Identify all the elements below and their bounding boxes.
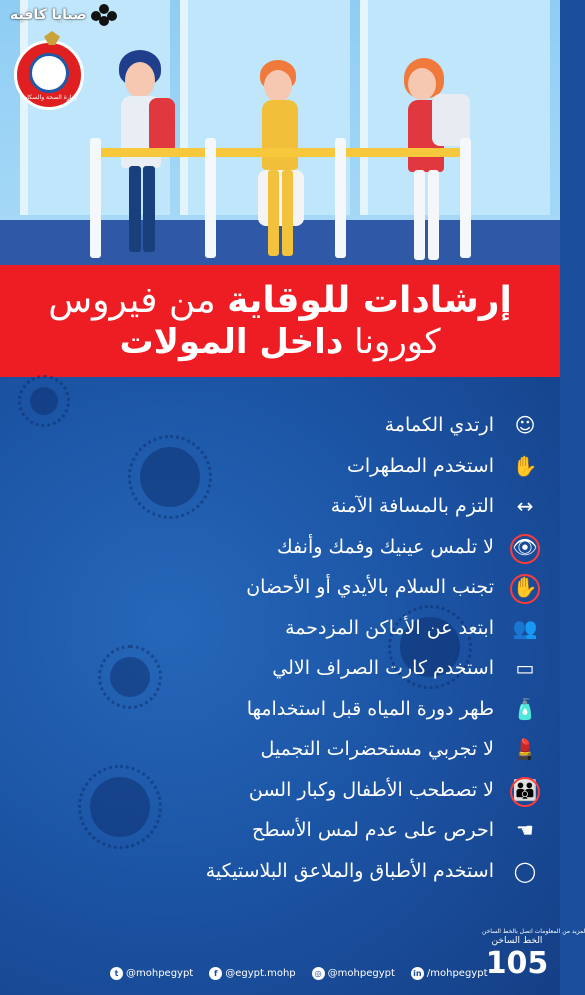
social-distance-icon: ↔ [516, 494, 534, 519]
guideline-text: ابتعد عن الأماكن المزدحمة [285, 616, 494, 639]
guideline-text: تجنب السلام بالأيدي أو الأحضان [246, 576, 494, 599]
woman-figure [250, 60, 320, 265]
ministry-seal-icon [14, 40, 84, 110]
guideline-item [122, 648, 542, 689]
social-link[interactable] [312, 967, 395, 980]
payment-card-icon: ▭ [515, 656, 535, 681]
rail-post [335, 138, 346, 258]
guideline-item [122, 608, 542, 649]
title-line-1-rest: من فيروس [48, 280, 216, 321]
hotline-number[interactable]: 105 [485, 946, 549, 981]
twitter-icon: t [110, 967, 123, 980]
social-link[interactable] [411, 967, 488, 980]
instagram-icon: ◎ [312, 967, 325, 980]
title-line-2-bold: داخل المولات [119, 322, 344, 362]
guideline-item [122, 851, 542, 892]
guideline-item [122, 810, 542, 851]
social-handle: /mohpegypt [426, 968, 488, 979]
guideline-text: ارتدي الكمامة [384, 414, 494, 437]
social-handle: @mohpegypt [327, 968, 395, 979]
guideline-item [122, 405, 542, 446]
plate-spoon-icon: ◯ [513, 858, 537, 883]
illustration-scene [0, 0, 560, 265]
title-line-2-plain: كورونا [354, 322, 441, 362]
rail-post [205, 138, 216, 258]
face-mask-icon: ☺ [514, 413, 536, 438]
facebook-icon: f [209, 967, 222, 980]
guideline-text: لا تجربي مستحضرات التجميل [260, 738, 494, 761]
flower-logo-icon [91, 4, 117, 26]
seal-caption: وزارة الصحة والسكان [22, 94, 78, 101]
title-line-1-bold: إرشادات للوقاية [227, 280, 512, 321]
guideline-item [122, 729, 542, 770]
no-touch-face-icon: 👁 [508, 532, 542, 562]
no-handshake-icon: ✋ [508, 572, 542, 602]
social-links [110, 967, 488, 980]
guideline-text: احرص على عدم لمس الأسطح [251, 819, 494, 842]
brand-logo [10, 4, 117, 26]
social-link[interactable] [209, 967, 295, 980]
guideline-text: التزم بالمسافة الآمنة [330, 495, 494, 518]
virus-decoration [30, 387, 58, 415]
title-line-1 [0, 279, 560, 323]
guideline-item [122, 486, 542, 527]
guideline-item [122, 527, 542, 568]
hotline-label: الخط الساخن [491, 936, 543, 946]
guideline-text: لا تلمس عينيك وفمك وأنفك [277, 535, 494, 558]
hotline-caption: لمزيد من المعلومات اتصل بالخط الساخن [482, 928, 585, 935]
guideline-text: استخدم الأطباق والملاعق البلاستيكية [205, 859, 494, 882]
social-handle: @egypt.mohp [225, 968, 296, 979]
social-handle: @mohpegypt [126, 968, 194, 979]
rail-post [460, 138, 471, 258]
hotline-block [482, 928, 585, 981]
spray-bottle-icon: 🧴 [512, 696, 538, 721]
cosmetics-icon: 💄 [512, 737, 538, 762]
sanitizer-hands-icon: ✋ [512, 453, 538, 478]
rail-post [90, 138, 101, 258]
guideline-item [122, 689, 542, 730]
social-link[interactable] [110, 967, 193, 980]
guideline-text: استخدم المطهرات [346, 454, 494, 477]
guideline-text: طهر دورة المياه قبل استخدامها [246, 697, 494, 720]
guideline-item [122, 567, 542, 608]
crowd-icon: 👥 [512, 615, 538, 640]
guideline-item [122, 446, 542, 487]
guideline-text: استخدم كارت الصراف الالي [272, 657, 494, 680]
title-banner [0, 265, 560, 377]
footer [0, 955, 560, 995]
guideline-text: لا تصطحب الأطفال وكبار السن [248, 778, 494, 801]
linkedin-icon: in [411, 967, 424, 980]
guidelines-panel [0, 377, 585, 995]
no-children-elderly-icon: 👪 [508, 775, 542, 805]
brand-name: صبايا كافيه [10, 7, 87, 23]
man-figure [115, 50, 195, 265]
queue-rail [95, 148, 470, 157]
title-line-2 [0, 320, 560, 364]
guideline-item [122, 770, 542, 811]
hand-surface-icon: ☚ [516, 818, 534, 843]
guidelines-list [122, 405, 542, 891]
